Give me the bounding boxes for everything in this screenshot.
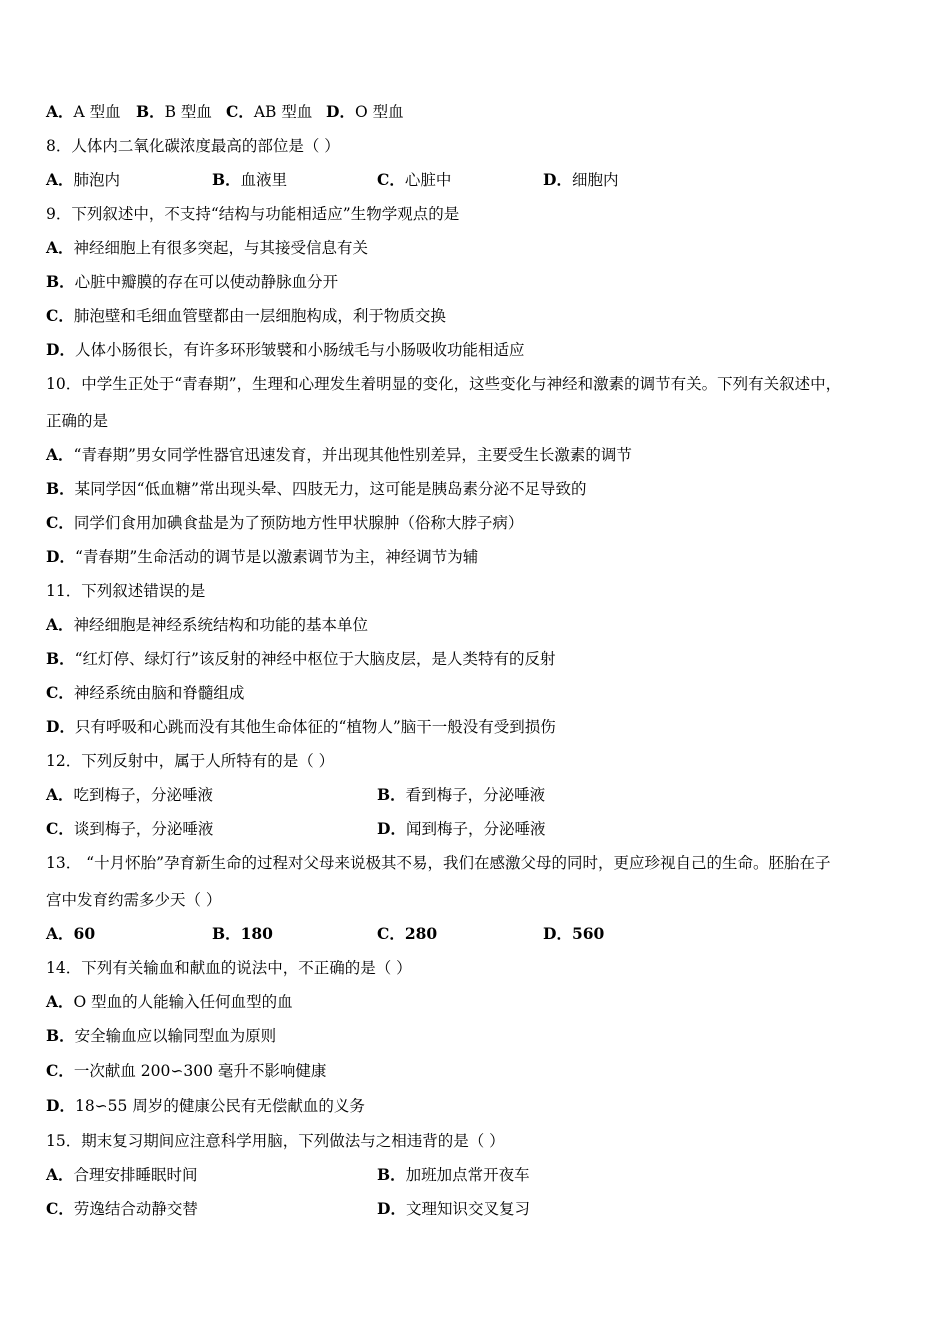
q8-option-d: D．细胞内	[543, 170, 619, 189]
q7-option-b: B．B 型血	[136, 102, 212, 121]
q15-option-c: C．劳逸结合动静交替	[46, 1199, 198, 1218]
q10-stem: 10．中学生正处于“青春期”，生理和心理发生着明显的变化，这些变化与神经和激素的调节有关。下列有关叙述中，	[46, 375, 842, 393]
q8-stem: 8．人体内二氧化碳浓度最高的部位是（ ）	[46, 137, 340, 155]
q14-option-b: B．安全输血应以输同型血为原则	[46, 1026, 277, 1045]
q7-option-c: C．AB 型血	[226, 102, 313, 121]
q10-option-c: C．同学们食用加碘食盐是为了预防地方性甲状腺肿（俗称大脖子病）	[46, 513, 524, 532]
q12-option-b: B．看到梅子，分泌唾液	[377, 785, 546, 804]
q12-stem: 12．下列反射中，属于人所特有的是（ ）	[46, 752, 335, 770]
q13-stem-continued: 宫中发育约需多少天（ ）	[46, 891, 222, 909]
q7-option-d: D．O 型血	[326, 102, 404, 121]
q15-option-a: A．合理安排睡眠时间	[46, 1165, 198, 1184]
q8-option-a: A．肺泡内	[46, 170, 121, 189]
q11-option-c: C．神经系统由脑和脊髓组成	[46, 683, 245, 702]
q9-option-b: B．心脏中瓣膜的存在可以使动静脉血分开	[46, 272, 339, 291]
q13-option-b: B．180	[212, 924, 273, 943]
q13-stem: 13． “十月怀胎”孕育新生命的过程对父母来说极其不易，我们在感激父母的同时，更应珍视自己的生命。胚胎在子	[46, 854, 831, 872]
q11-option-b: B．“红灯停、绿灯行”该反射的神经中枢位于大脑皮层，是人类特有的反射	[46, 649, 556, 668]
q11-option-d: D．只有呼吸和心跳而没有其他生命体征的“植物人”脑干一般没有受到损伤	[46, 717, 556, 736]
q13-option-d: D．560	[543, 924, 605, 943]
q8-option-c: C．心脏中	[377, 170, 452, 189]
q13-option-c: C．280	[377, 924, 438, 943]
q12-option-d: D．闻到梅子，分泌唾液	[377, 819, 546, 838]
q7-option-a: A．A 型血	[46, 102, 121, 121]
q10-stem-continued: 正确的是	[46, 412, 109, 430]
q9-option-d: D．人体小肠很长，有许多环形皱襞和小肠绒毛与小肠吸收功能相适应	[46, 340, 525, 359]
q8-option-b: B．血液里	[212, 170, 288, 189]
q15-stem: 15．期末复习期间应注意科学用脑，下列做法与之相违背的是（ ）	[46, 1132, 505, 1150]
q11-stem: 11．下列叙述错误的是	[46, 582, 206, 600]
q10-option-b: B．某同学因“低血糖”常出现头晕、四肢无力，这可能是胰岛素分泌不足导致的	[46, 479, 587, 498]
q12-option-c: C．谈到梅子，分泌唾液	[46, 819, 214, 838]
q9-option-a: A．神经细胞上有很多突起，与其接受信息有关	[46, 238, 369, 257]
q15-option-d: D．文理知识交叉复习	[377, 1199, 530, 1218]
q10-option-a: A．“青春期”男女同学性器官迅速发育，并出现其他性别差异，主要受生长激素的调节	[46, 445, 632, 464]
q15-option-b: B．加班加点常开夜车	[377, 1165, 530, 1184]
q14-option-c: C．一次献血 200∽300 毫升不影响健康	[46, 1061, 327, 1080]
q12-option-a: A．吃到梅子，分泌唾液	[46, 785, 214, 804]
q14-option-d: D．18∽55 周岁的健康公民有无偿献血的义务	[46, 1096, 365, 1115]
q13-option-a: A．60	[46, 924, 96, 943]
q14-stem: 14．下列有关输血和献血的说法中，不正确的是（ ）	[46, 959, 412, 977]
q10-option-d: D．“青春期”生命活动的调节是以激素调节为主，神经调节为辅	[46, 547, 479, 566]
q9-option-c: C．肺泡壁和毛细血管壁都由一层细胞构成，利于物质交换	[46, 306, 446, 325]
q14-option-a: A．O 型血的人能输入任何血型的血	[46, 992, 293, 1011]
q11-option-a: A．神经细胞是神经系统结构和功能的基本单位	[46, 615, 369, 634]
q9-stem: 9．下列叙述中，不支持“结构与功能相适应”生物学观点的是	[46, 205, 460, 223]
